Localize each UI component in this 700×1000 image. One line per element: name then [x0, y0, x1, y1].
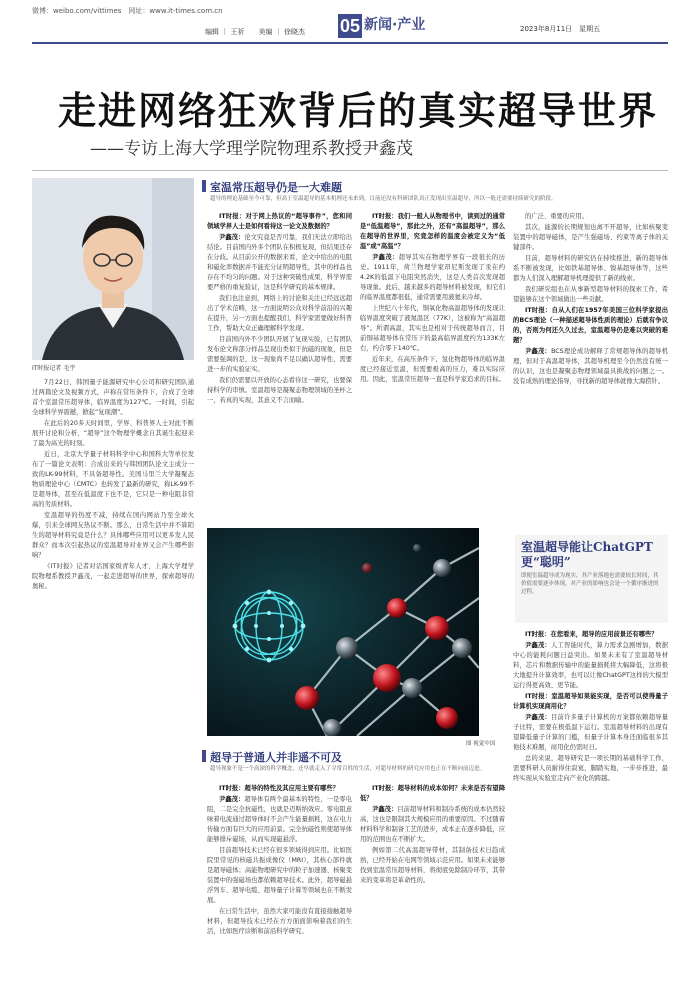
issue-date: 2023年8月11日 星期五 [520, 25, 601, 33]
lead-paragraph: 在此后的20多天时间里，学界、科普界人士对此不断展开讨论和分析，“超导”这个物理学概念自其诞生起迎来了最为高光的时刻。 [32, 420, 194, 447]
speaker-label: 尹鑫茂： [219, 796, 245, 803]
question-text: IT时报：超导材料的成本如何？未来是否有望降低？ [360, 785, 505, 802]
section2-intro: 超导现象不是一个高深的科学概念，还早就走入了寻常百姓的生活，对超导材料的研究应用也正在不断向前迈进。 [210, 766, 486, 772]
masthead-editors: 编辑 ｜ 王祈 美编 ｜ 徐晓杰 [205, 28, 305, 36]
column-c [207, 784, 352, 984]
answer-paragraph [513, 254, 668, 284]
body-text: 超导其实在物理学界有一段很长的历史。1911年，荷兰物理学家昂尼斯发现了汞在约4.2K的低温下电阻突然消失，这是人类首次发现超导现象。此后，越来越多的超导材料被发现，但它们的临界温度都很低，通常需要用液氦来冷却。 [360, 254, 505, 301]
answer-paragraph [360, 355, 505, 385]
answer-paragraph [207, 376, 352, 406]
answer-paragraph [513, 754, 668, 784]
body-text: 目前超导技术已经在很多领域得到应用。比如医院里常见的核磁共振成像仪（MRI），其核心部件就是超导磁体；高能物理研究中的粒子加速器、核聚变装置中的强磁场也都依赖超导技术。此外，超导磁悬浮列车、超导电缆、超导量子计算等领域也在不断发展。 [207, 847, 352, 904]
answer-paragraph [207, 294, 352, 334]
answer-paragraph [207, 335, 352, 375]
column-d [360, 784, 505, 984]
page-number: 05 [339, 16, 361, 36]
molecule-illustration [207, 528, 479, 736]
body-text: 论文究竟是否可靠，我们无法立即给出结论。目前国内外多个团队在积极复现，但结果还存在分歧。从目前公开的数据来看，论文中给出的电阻和磁化率数据并不能充分证明超导性，其中的样品也存在不均匀的问题。对于这种突破性成果，科学界需要严格的重复验证，这是科学研究的基本规律。 [207, 234, 352, 291]
body-text: 总的来说，超导研究是一项长期的基础科学工作，需要科研人员耐得住寂寞，脚踏实地，一步步推进，最终实现从实验室走向产业化的跨越。 [513, 755, 668, 782]
question-text: IT时报：对于网上热议的“超导事件”，您和同领域学界人士是如何看待这一论文及数据的？ [207, 213, 352, 230]
answer-paragraph [207, 233, 352, 293]
body-text: 目前许多量子计算机的方案都依赖超导量子比特，需要在极低温下运行。室温超导材料的出现有望降低量子计算的门槛，但量子计算本身还面临很多其他技术难题，商用化仍需时日。 [513, 714, 668, 751]
answer-paragraph [207, 907, 352, 937]
body-text: 近年来，在高压条件下，氢化物超导体的临界温度已经接近室温，但需要极高的压力，难以实际应用。因此，室温常压超导一直是科学家追求的目标。 [360, 356, 505, 383]
section-bar [202, 180, 206, 192]
question-paragraph [513, 630, 668, 640]
answer-paragraph [360, 253, 505, 303]
section1-intro: 超导的理论基础至今可靠，但高于室温超导的基本机理还未来到，目前还没有科研团队真正发现出室温超导，所以一般还需要持续研究的阶段。 [210, 196, 557, 202]
lead-paragraph: 室温超导的热度不减，持续在国内网站乃至全球火爆，引来全球网友热议不断。那么，日常生活中并不算陌生的超导材料究竟是什么？具体哪些应用可以更多发人民群众？而本次引起热议的室温超导对业界又会产生哪些影响？ [32, 512, 194, 559]
body-text: 目前国内外不少团队开展了复现实验，已有团队发布论文称部分样品呈现出类似于抗磁的现象，但是需要强调的是，这一现象尚不足以确认超导性，需要进一步的实验证实。 [207, 336, 352, 373]
column-f [513, 630, 668, 985]
subheadline: ——专访上海大学理学院物理系教授尹鑫茂 [90, 139, 413, 159]
speaker-label: 尹鑫茂： [525, 642, 552, 649]
question-paragraph [207, 784, 352, 794]
body-text: 例如第二代高温超导带材，其制备技术日趋成熟，已经开始在电网等领域示范应用。如果未来能够找到室温常压超导材料，将彻底免除制冷环节，其带来的变革将是革命性的。 [360, 847, 505, 884]
question-paragraph [360, 784, 505, 804]
body-text: 我们也注意到，网络上的讨论和关注已经远远超出了学术范畴，这一方面说明公众对科学前沿的兴趣在提升，另一方面也提醒我们，科学家需要做好科普工作，帮助大众正确理解科学发现。 [207, 295, 352, 332]
answer-paragraph [513, 223, 668, 253]
speaker-label: 尹鑫茂： [372, 806, 398, 813]
question-paragraph [207, 212, 352, 232]
sidebar-title: 室温超导能让ChatGPT更“聪明” [521, 540, 653, 569]
speaker-label: 尹鑫茂： [219, 234, 245, 241]
answer-paragraph [513, 285, 668, 305]
column-e [513, 212, 668, 530]
portrait-photo [32, 178, 194, 360]
question-paragraph [513, 692, 668, 712]
question-text: IT时报：我们一般人从物理书中，读到过的通常是“低温超导”，那此之外，还有“高温超导”，那么在超导的世界里，究竟怎样的温度会被定义为“低温”或“高温”？ [360, 213, 505, 250]
question-text: IT时报：超导的特性及其应用主要有哪些？ [219, 785, 339, 792]
section2-title: 超导于普通人并非遥不可及 [210, 751, 342, 764]
body-text: 我们仍需要以开放的心态看待这一研究，也要保持科学的审慎。室温超导是凝聚态物理领域的圣杯之一，若真的实现，其意义不言而喻。 [207, 377, 352, 404]
answer-paragraph [513, 641, 668, 691]
body-text: 目前超导材料和制冷系统的成本仍然较高，这也是限制其大规模应用的重要原因。不过随着材料科学和制备工艺的进步，成本正在逐步降低，应用的范围也在不断扩大。 [360, 806, 505, 843]
body-text: 人工智能时代，算力需求急剧增加，数据中心的能耗问题日益突出。如果未来有了室温超导材料，芯片和数据传输中的能量损耗将大幅降低，这将极大地提升计算效率，也可以让像ChatGPT这样的大模型运行得更高效、更节能。 [513, 642, 668, 689]
answer-paragraph [207, 846, 352, 906]
sidebar-intro: 即便室温超导成为现实，其产业落地也需要较长时间，其价值需要逐步体现，对产业的影响也会是一个循序渐进的过程。 [521, 573, 659, 595]
lead-paragraph: 7月22日，韩国量子能源研究中心公司和研究团队通过两篇论文及视频方式，声称在常压条件下，合成了全球首个室温常压超导体，临界温度为127℃。一时间，引起全球科学界震撼，掀起“复现潮”。 [32, 379, 194, 416]
body-text: 我们研究组也在从事新型超导材料的探索工作，希望能够在这个领域做出一些贡献。 [513, 286, 668, 303]
answer-paragraph [513, 713, 668, 753]
masthead-rule [32, 42, 668, 44]
question-paragraph [360, 212, 505, 252]
headline: 走进网络狂欢背后的真实超导世界 [58, 89, 659, 133]
body-text: 目前，超导材料的研究仍在持续推进，新的超导体系不断被发现，比如铁基超导体、镍基超导体等，这些都为人们深入理解超导机理提供了新的线索。 [513, 255, 668, 282]
body-text: 上世纪八十年代，铜氧化物高温超导体的发现让临界温度突破了液氮温区（77K），这被称为“高温超导”。所谓高温，其实也是相对于传统超导而言，目前铜基超导体在常压下的最高临界温度约为133K左右，约合零下140℃。 [360, 305, 505, 352]
section-name: 新闻·产业 [364, 17, 426, 33]
speaker-label: 尹鑫茂： [372, 254, 399, 261]
answer-paragraph [360, 805, 505, 845]
body-text: 其次，能源的长期规划也离不开超导，比如核聚变装置中的超导磁体，是产生强磁场、约束等离子体的关键部件。 [513, 224, 668, 251]
section-bar [202, 750, 206, 762]
speaker-label: 尹鑫茂： [525, 714, 552, 721]
column-b [360, 212, 505, 524]
answer-paragraph [360, 846, 505, 886]
section1-title: 室温常压超导仍是一大难题 [210, 181, 342, 194]
photo-caption: IT时报记者 毛宇 [32, 365, 76, 372]
column-a [207, 212, 352, 524]
question-text: IT时报：自从人们在1957年美国三位科学家提出的BCS理论（一种描述超导体性质的理论）后就有争议的，否则为何还久久过去，室温超导仍是难以突破的难题？ [513, 307, 668, 344]
question-text: IT时报：室温超导如果能实现，是否可以使得量子计算机实现商用化？ [513, 693, 668, 710]
body-text: BCS理论成功解释了常规超导体的超导机理，但对于高温超导体，其超导机理至今仍然没有统一的认识，这也是凝聚态物理领域最具挑战的问题之一。没有成熟的理论指导，寻找新的超导体就像大海捞针。 [513, 348, 668, 385]
image-caption: 图 视觉中国 [466, 741, 496, 747]
molecule-icon [207, 528, 479, 736]
masthead-contact: 微博：weibo.com/vittimes 网址：www.it-times.com.cn [32, 7, 223, 15]
speaker-label: 尹鑫茂： [525, 348, 552, 355]
body-text: 的广泛、重要的应用。 [525, 213, 588, 220]
answer-paragraph [513, 212, 668, 222]
headline-rule [32, 170, 668, 171]
question-text: IT时报：在您看来，超导的应用前景还有哪些？ [525, 631, 658, 638]
body-text: 在日常生活中，虽然大家可能没有直接接触超导材料，但超导技术已经在方方面面影响着我们的生活，比如医疗诊断和前沿科学研究。 [207, 908, 352, 935]
portrait-icon [32, 178, 194, 360]
question-paragraph [513, 306, 668, 346]
lead-paragraph: 《IT时报》记者对话国家级青年人才、上海大学理学院物理系教授尹鑫茂，一起走进超导的世界，探索超导的奥秘。 [32, 563, 194, 590]
answer-paragraph [207, 795, 352, 845]
lead-paragraph: 近日，北京大学量子材料科学中心和国科大等单位发布了一篇论文表明：合成出来的与韩国团队论文主成分一致的LK-99材料，不具备超导性。美国马里兰大学凝聚态物质理论中心（CMTC）也转发了最新的研究，称LK-99不是超导体，甚至在低温度下也不是，它只是一种电阻非常高的劣质材料。 [32, 451, 194, 508]
lead-column [32, 378, 194, 728]
answer-paragraph [360, 304, 505, 354]
answer-paragraph [513, 347, 668, 387]
body-text: 超导体有两个最基本的特性，一是零电阻，二是完全抗磁性，也就是迈斯纳效应。零电阻意味着电流通过超导体时不会产生能量损耗，这在电力传输方面有巨大的应用前景。完全抗磁性则使超导体能够排斥磁场，从而实现磁悬浮。 [207, 796, 352, 843]
